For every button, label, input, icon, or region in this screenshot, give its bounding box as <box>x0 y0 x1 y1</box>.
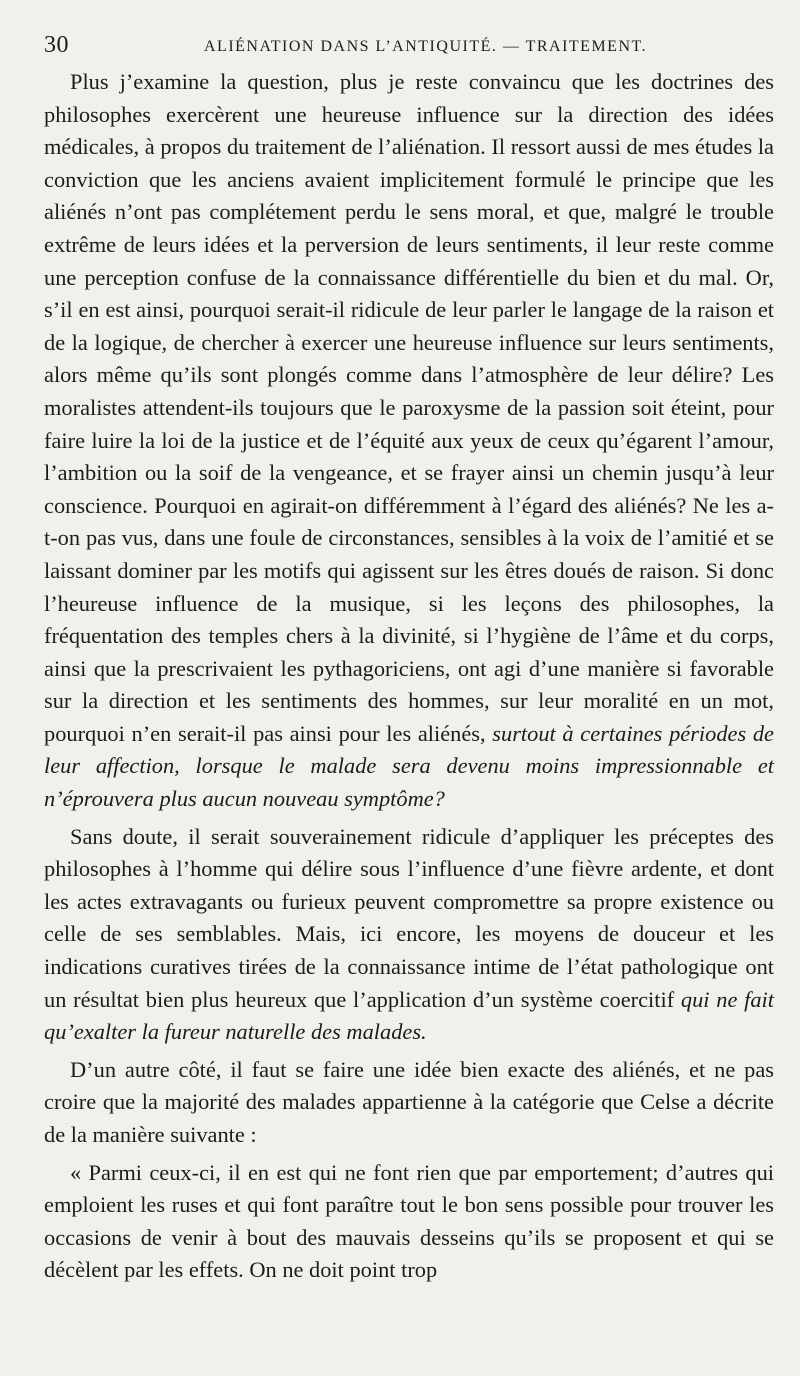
paragraph-1 <box>44 66 774 816</box>
paragraph-2-italic: qui ne fait qu’exalter la fureur naturelle des malades. <box>44 986 774 1045</box>
paragraph-2 <box>44 821 774 1049</box>
paragraph-3-text: D’un autre côté, il faut se faire une idée bien exacte des aliénés, et ne pas croire que la majorité des malades appartienne à la catégorie que Celse a décrite de la manière suivante : <box>44 1056 774 1147</box>
paragraph-2-text: Sans doute, il serait souverainement ridicule d’appliquer les préceptes des philosophes à l’homme qui délire sous l’influence d’une fièvre ardente, et dont les actes extravagants ou furieux peuvent compromettre sa propre existence ou celle de ses semblables. Mais, ici encore, les moyens de douceur et les indications curatives tirées de la connaissance intime de l’état pathologique ont un résultat bien plus heureux que l’application d’un système coercitif <box>44 823 774 1012</box>
page-header <box>44 30 774 60</box>
paragraph-4-text: « Parmi ceux-ci, il en est qui ne font rien que par emportement; d’autres qui emploient les ruses et qui font paraître tout le bon sens possible pour trouver les occasions de venir à bout des mauvais desseins qu’ils se proposent et qui se décèlent par les effets. On ne doit point trop <box>44 1159 774 1283</box>
running-head: ALIÉNATION DANS L’ANTIQUITÉ. — TRAITEMENT. <box>204 38 648 55</box>
page-number: 30 <box>44 32 69 58</box>
paragraph-1-italic: surtout à certaines périodes de leur affection, lorsque le malade sera devenu moins impressionnable et n’éprouvera plus aucun nouveau symptôme? <box>44 720 774 812</box>
body-text <box>44 66 774 1292</box>
paragraph-4-quote <box>44 1157 774 1287</box>
paragraph-3 <box>44 1054 774 1152</box>
paragraph-1-text: Plus j’examine la question, plus je reste convaincu que les doctrines des philosophes exercèrent une heureuse influence sur la direction des idées médicales, à propos du traitement de l’aliénation. Il ressort aussi de mes études la conviction que les anciens avaient implicitement formulé le principe que les aliénés n’ont pas complétement perdu le sens moral, et que, malgré le trouble extrême de leurs idées et la perversion de leurs sentiments, il leur reste comme une perception confuse de la connaissance différentielle du bien et du mal. Or, s’il en est ainsi, pourquoi serait-il ridicule de leur parler le langage de la raison et de la logique, de chercher à exercer une heureuse influence sur leurs sentiments, alors même qu’ils sont plongés comme dans l’atmosphère de leur délire? Les moralistes attendent-ils toujours que le paroxysme de la passion soit éteint, pour faire luire la loi de la justice et de l’équité aux yeux de ceux qu’égarent l’amour, l’ambition ou la soif de la vengeance, et se frayer ainsi un chemin jusqu’à leur conscience. Pourquoi en agirait-on différemment à l’égard des aliénés? Ne les a-t-on pas vus, dans une foule de circonstances, sensibles à la voix de l’amitié et se laissant dominer par les motifs qui agissent sur les êtres doués de raison. Si donc l’heureuse influence de la musique, si les leçons des philosophes, la fréquentation des temples chers à la divinité, si l’hygiène de l’âme et du corps, ainsi que la prescrivaient les pythagoriciens, ont agi d’une manière si favorable sur la direction et les sentiments des hommes, sur leur moralité en un mot, pourquoi n’en serait-il pas ainsi pour les aliénés, <box>44 69 774 746</box>
